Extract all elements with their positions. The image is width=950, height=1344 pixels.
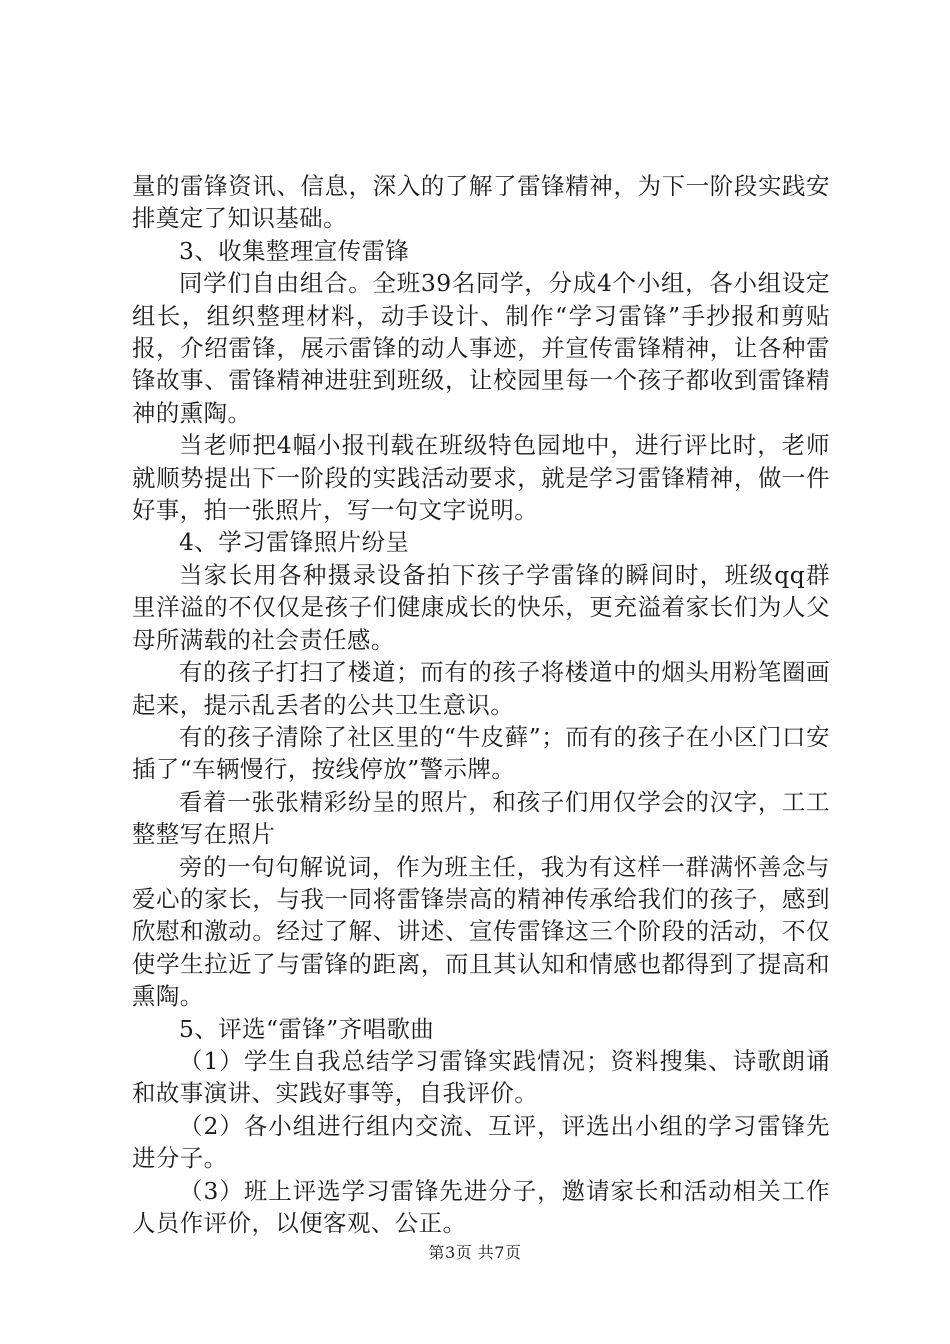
paragraph: 旁的一句句解说词，作为班主任，我为有这样一群满怀善念与爱心的家长，与我一同将雷锋崇高的精神传承给我们的孩子，感到欣慰和激动。经过了解、讲述、宣传雷锋这三个阶段的活动，不仅使学生拉近了与雷锋的距离，而且其认知和情感也都得到了提高和熏陶。 (132, 852, 830, 1011)
document-body (132, 170, 830, 1239)
section-heading: 3、收集整理宣传雷锋 (179, 236, 410, 265)
list-item: （2）各小组进行组内交流、互评，评选出小组的学习雷锋先进分子。 (132, 1111, 830, 1173)
section-heading: 4、学习雷锋照片纷呈 (179, 528, 410, 557)
page-number-footer: 第3页 共7页 (428, 1243, 522, 1262)
list-item: （1）学生自我总结学习雷锋实践情况；资料搜集、诗歌朗诵和故事演讲、实践好事等，自我评价。 (132, 1046, 830, 1108)
paragraph: 看着一张张精彩纷呈的照片，和孩子们用仅学会的汉字，工工整整写在照片 (132, 787, 830, 849)
paragraph: 有的孩子打扫了楼道；而有的孩子将楼道中的烟头用粉笔圈画起来，提示乱丢者的公共卫生意识。 (132, 658, 830, 719)
paragraph: 当老师把4幅小报刊载在班级特色园地中，进行评比时，老师就顺势提出下一阶段的实践活动要求，就是学习雷锋精神，做一件好事，拍一张照片，写一句文字说明。 (132, 431, 830, 525)
paragraph: 同学们自由组合。全班39名同学，分成4个小组，各小组设定组长，组织整理材料，动手设计、制作“学习雷锋”手抄报和剪贴报，介绍雷锋，展示雷锋的动人事迹，并宣传雷锋精神，让各种雷锋故事、雷锋精神进驻到班级，让校园里每一个孩子都收到雷锋精神的熏陶。 (132, 269, 830, 427)
list-item: （3）班上评选学习雷锋先进分子，邀请家长和活动相关工作人员作评价，以便客观、公正。 (132, 1176, 830, 1237)
paragraph: 量的雷锋资讯、信息，深入的了解了雷锋精神，为下一阶段实践安排奠定了知识基础。 (132, 172, 830, 233)
paragraph: 当家长用各种摄录设备拍下孩子学雷锋的瞬间时，班级qq群里洋溢的不仅仅是孩子们健康成长的快乐，更充溢着家长们为人父母所满载的社会责任感。 (132, 560, 830, 654)
paragraph: 有的孩子清除了社区里的“牛皮藓”；而有的孩子在小区门口安插了“车辆慢行，按线停放”警示牌。 (132, 722, 830, 784)
section-heading: 5、评选“雷锋”齐唱歌曲 (179, 1014, 435, 1043)
